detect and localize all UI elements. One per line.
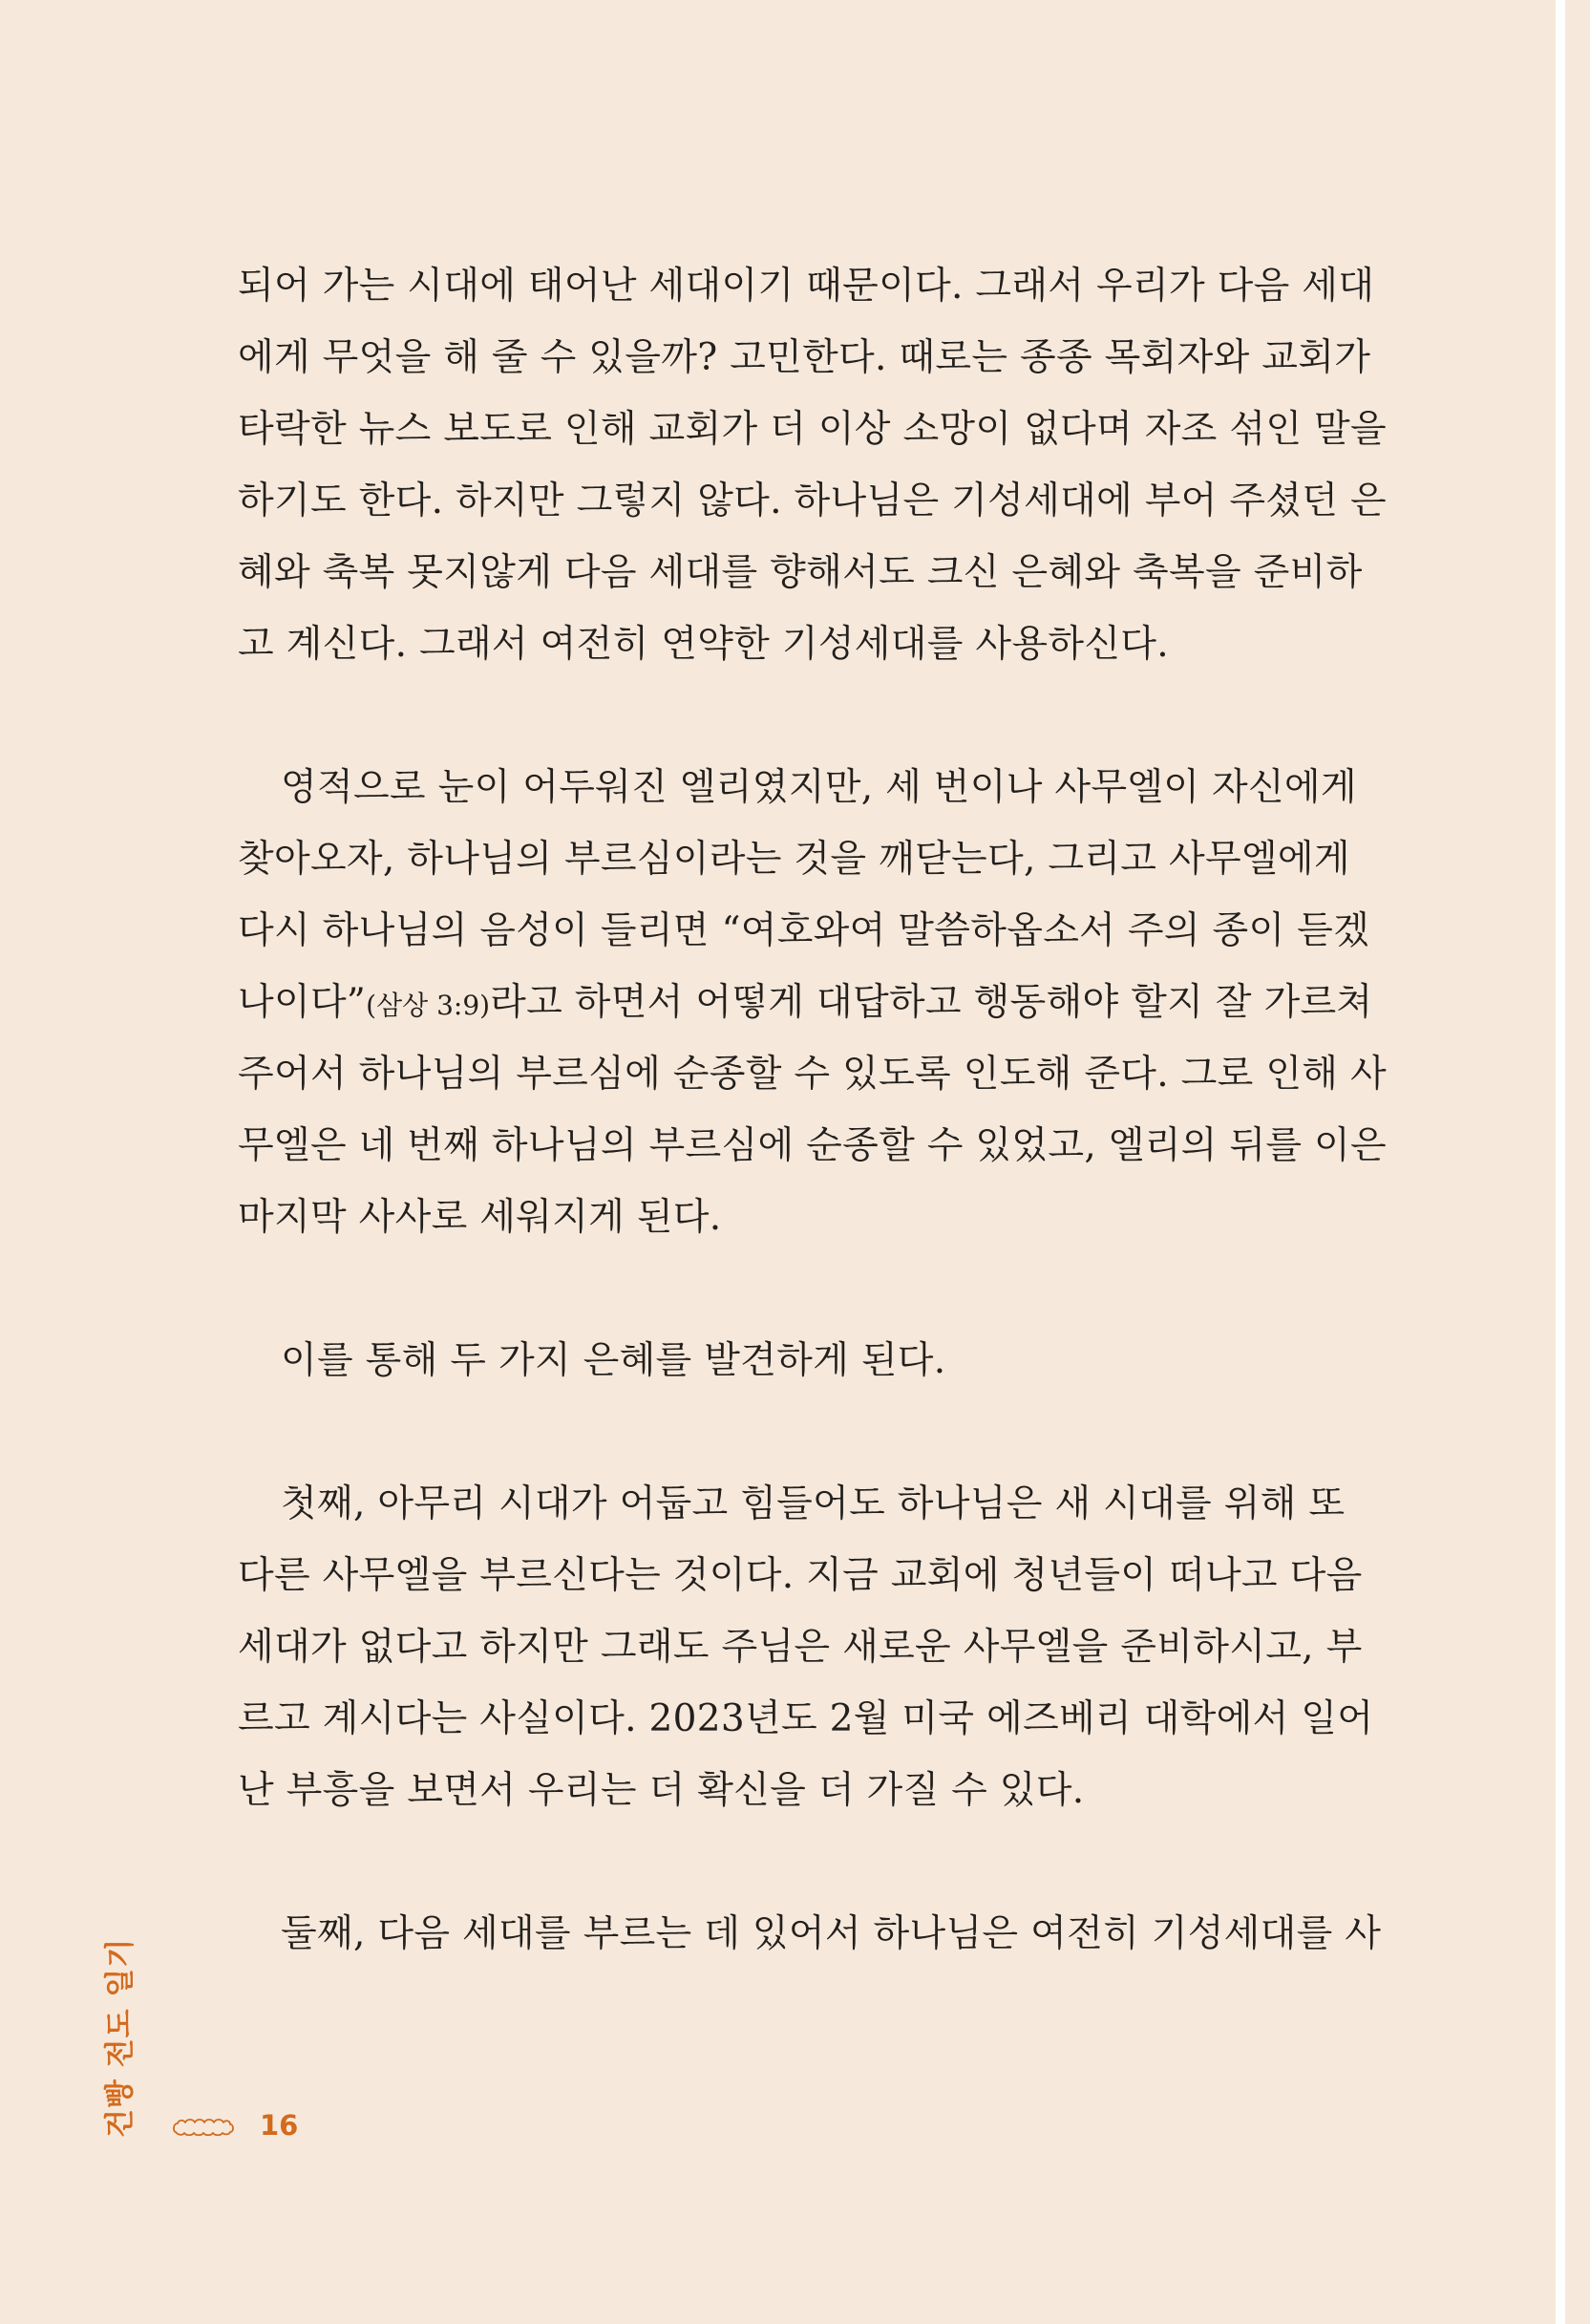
scalloped-cloud-icon (172, 2117, 235, 2138)
text-line: 이를 통해 두 가지 은혜를 발견하게 된다. (281, 1339, 946, 1382)
paragraph-1 (238, 250, 1387, 680)
page-number: 16 (260, 2109, 299, 2142)
text-line: 되어 가는 시대에 태어난 세대이기 때문이다. 그래서 우리가 다음 세대 (238, 265, 1375, 308)
text-line: 다른 사무엘을 부르신다는 것이다. 지금 교회에 청년들이 떠나고 다음 (238, 1554, 1363, 1597)
paragraph-gap (238, 1253, 1307, 1325)
text-line: 영적으로 눈이 어두워진 엘리였지만, 세 번이나 사무엘이 자신에게 (281, 766, 1357, 809)
text-line: 둘째, 다음 세대를 부르는 데 있어서 하나님은 여전히 기성세대를 사 (281, 1912, 1382, 1955)
body-text (238, 250, 1387, 1970)
book-title: 건빵 전도 일기 (103, 1937, 138, 2138)
paragraph-3 (238, 1325, 1307, 1397)
paragraph-gap (238, 680, 1307, 752)
bible-reference: (삼상 3:9) (366, 990, 491, 1021)
text-line: 고 계신다. 그래서 여전히 연약한 기성세대를 사용하신다. (238, 623, 1169, 666)
paragraph-gap (238, 1826, 1307, 1898)
text-line: 하기도 한다. 하지만 그렇지 않다. 하나님은 기성세대에 부어 주셨던 은 (238, 480, 1387, 522)
text-line: 에게 무엇을 해 줄 수 있을까? 고민한다. 때로는 종종 목회자와 교회가 (238, 336, 1371, 379)
page-edge-stripe (1556, 0, 1565, 2324)
paragraph-gap (238, 1397, 1307, 1468)
text-line: 르고 계시다는 사실이다. 2023년도 2월 미국 에즈베리 대학에서 일어 (238, 1697, 1374, 1740)
running-head-title (95, 1937, 153, 2195)
text-line: 다시 하나님의 음성이 들리면 “여호와여 말씀하옵소서 주의 종이 듣겠 (238, 909, 1370, 952)
text-line-with-reference (238, 967, 1373, 1038)
text-segment: 라고 하면서 어떻게 대답하고 행동해야 할지 잘 가르쳐 (490, 981, 1373, 1024)
text-line: 찾아오자, 하나님의 부르심이라는 것을 깨닫는다, 그리고 사무엘에게 (238, 838, 1350, 881)
text-line: 세대가 없다고 하지만 그래도 주님은 새로운 사무엘을 준비하시고, 부 (238, 1626, 1363, 1669)
text-line: 마지막 사사로 세워지게 된다. (238, 1196, 722, 1239)
text-line: 첫째, 아무리 시대가 어둡고 힘들어도 하나님은 새 시대를 위해 또 (281, 1482, 1346, 1525)
paragraph-4 (238, 1468, 1374, 1826)
text-line: 무엘은 네 번째 하나님의 부르심에 순종할 수 있었고, 엘리의 뒤를 이은 (238, 1124, 1387, 1167)
text-line: 난 부흥을 보면서 우리는 더 확신을 더 가질 수 있다. (238, 1769, 1085, 1812)
text-line: 혜와 축복 못지않게 다음 세대를 향해서도 크신 은혜와 축복을 준비하 (238, 551, 1363, 594)
text-line: 타락한 뉴스 보도로 인해 교회가 더 이상 소망이 없다며 자조 섞인 말을 (238, 408, 1387, 451)
quote-end: 나이다” (238, 981, 367, 1024)
paragraph-5 (238, 1898, 1382, 1970)
text-line: 주어서 하나님의 부르심에 순종할 수 있도록 인도해 준다. 그로 인해 사 (238, 1053, 1387, 1096)
paragraph-2 (238, 752, 1387, 1253)
